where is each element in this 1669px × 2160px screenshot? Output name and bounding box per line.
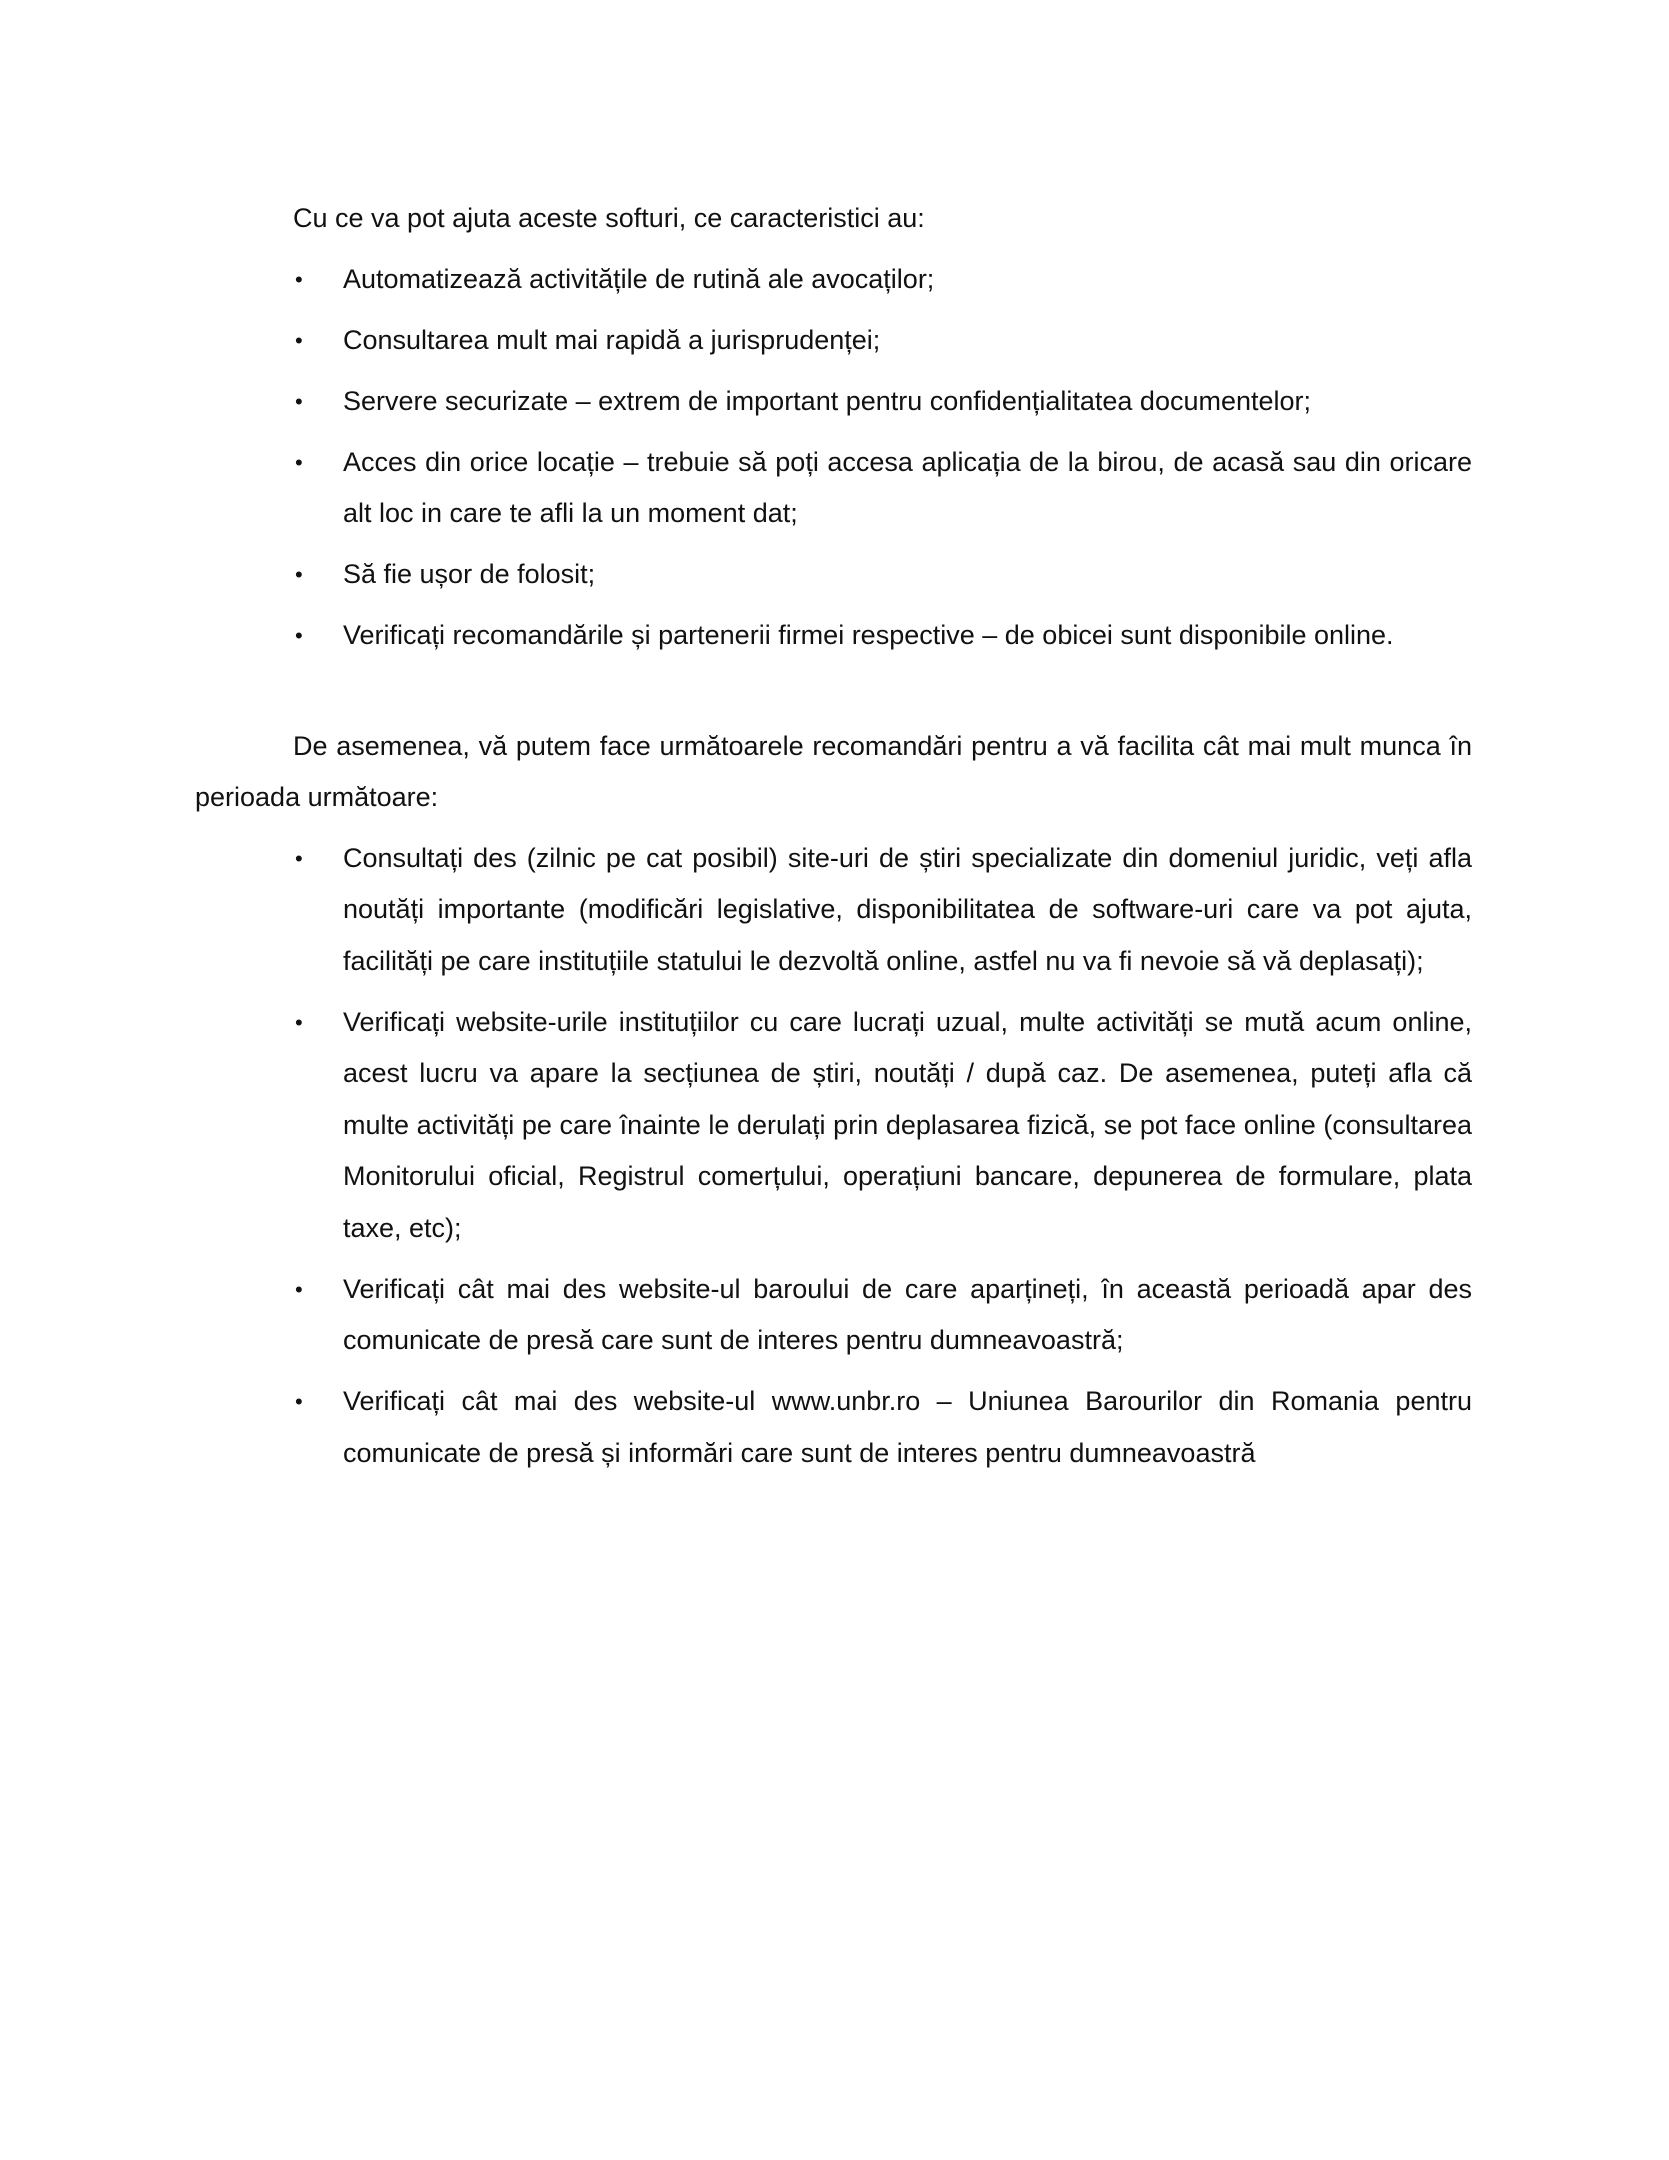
bullet-icon: • xyxy=(295,1009,303,1035)
list-item-text: Verificați website-urile instituțiilor cu care lucrați uzual, multe activități se mută acum online, acest lucru va apare la secțiunea de știri, noutăți / după caz. De asemenea, puteți afla că multe activități pe care înainte le derulați prin deplasarea fizică, se pot face online (consultarea Monitorului oficial, Registrul comerțului, operațiuni bancare, depunerea de formulare, plata taxe, etc); xyxy=(343,1006,1472,1243)
list-item xyxy=(195,549,1472,601)
recommendations-paragraph: De asemenea, vă putem face următoarele recomandări pentru a vă facilita cât mai mult munca în perioada următoare: xyxy=(195,730,1472,812)
document-body xyxy=(195,193,1472,1489)
list-item-text: Acces din orice locație – trebuie să poți accesa aplicația de la birou, de acasă sau din oricare alt loc in care te afli la un moment dat; xyxy=(343,446,1472,528)
intro-text: Cu ce va pot ajuta aceste softuri, ce caracteristici au: xyxy=(293,203,925,233)
bullet-icon: • xyxy=(295,449,303,475)
list-item xyxy=(195,997,1472,1255)
list-item-text: Consultarea mult mai rapidă a jurisprudenței; xyxy=(343,324,881,355)
recommendations-list xyxy=(195,833,1472,1480)
bullet-icon: • xyxy=(295,327,303,353)
list-item xyxy=(195,610,1472,662)
list-item-text: Să fie ușor de folosit; xyxy=(343,559,596,589)
list-item-text: Verificați recomandările și partenerii firmei respective – de obicei sunt disponibile online. xyxy=(343,620,1394,650)
list-item xyxy=(195,833,1472,988)
list-item-text: Verificați cât mai des website-ul baroului de care aparțineți, în această perioadă apar des comunicate de presă care sunt de interes pentru dumneavoastră; xyxy=(343,1273,1472,1355)
list-item xyxy=(195,437,1472,540)
bullet-icon: • xyxy=(295,266,303,292)
bullet-icon: • xyxy=(295,1276,303,1302)
features-list xyxy=(195,254,1472,662)
list-item-text: Verificați cât mai des website-ul www.unbr.ro – Uniunea Barourilor din Romania pentru comunicate de presă și informări care sunt de interes pentru dumneavoastră xyxy=(343,1386,1472,1468)
bullet-icon: • xyxy=(295,845,303,871)
bullet-icon: • xyxy=(295,623,303,648)
bullet-icon: • xyxy=(295,1389,303,1414)
bullet-icon: • xyxy=(295,388,303,414)
list-item xyxy=(195,1376,1472,1479)
list-item xyxy=(195,254,1472,306)
list-item-text: Consultați des (zilnic pe cat posibil) site-uri de știri specializate din domeniul juridic, veți afla noutăți importante (modificări legislative, disponibilitatea de software-uri care va pot ajuta, facilități pe care instituțiile statului le dezvoltă online, astfel nu va fi nevoie să vă deplasați); xyxy=(343,842,1472,976)
bullet-icon: • xyxy=(295,562,303,587)
list-item xyxy=(195,315,1472,367)
list-item-text: Servere securizate – extrem de important pentru confidențialitatea documentelor; xyxy=(343,385,1312,416)
list-item-text: Automatizează activitățile de rutină ale avocaților; xyxy=(343,263,935,294)
list-item xyxy=(195,376,1472,428)
list-item xyxy=(195,1264,1472,1367)
